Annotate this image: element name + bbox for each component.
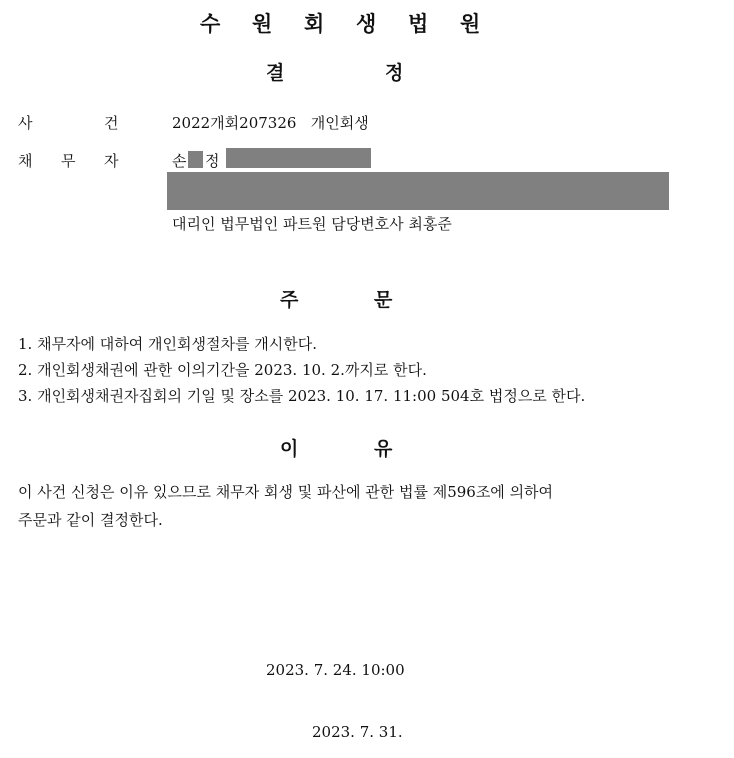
order-item-3: 3. 개인회생채권자집회의 기일 및 장소를 2023. 10. 17. 11:00 504호 법정으로 한다. bbox=[18, 387, 586, 405]
court-name-char: 회 bbox=[304, 12, 325, 36]
debtor-label-char: 채 bbox=[18, 152, 33, 170]
redaction-name-middle bbox=[188, 151, 203, 168]
case-label bbox=[18, 112, 119, 133]
debtor-label bbox=[18, 150, 119, 171]
redaction-address bbox=[167, 172, 669, 210]
reason-text-line2: 주문과 같이 결정한다. bbox=[18, 511, 163, 529]
debtor-label-char: 무 bbox=[61, 152, 76, 170]
court-name-char: 법 bbox=[408, 12, 429, 36]
case-label-char: 건 bbox=[104, 114, 119, 132]
order-item-1: 1. 채무자에 대하여 개인회생절차를 개시한다. bbox=[18, 335, 317, 353]
court-name-char: 생 bbox=[356, 12, 377, 36]
court-name bbox=[200, 8, 512, 38]
debtor-label-char: 자 bbox=[104, 152, 119, 170]
court-name-char: 수 bbox=[200, 12, 221, 36]
redaction-resident-number bbox=[226, 148, 371, 168]
debtor-agent: 대리인 법무법인 파트원 담당변호사 최홍준 bbox=[172, 215, 452, 233]
case-label-char: 사 bbox=[18, 114, 33, 132]
reason-text-line1: 이 사건 신청은 이유 있으므로 채무자 회생 및 파산에 관한 법률 제596조에 의하여 bbox=[18, 483, 554, 501]
court-name-char: 원 bbox=[460, 12, 481, 36]
reason-heading-right: 유 bbox=[374, 438, 393, 460]
debtor-name-first: 손 bbox=[172, 152, 187, 170]
case-number: 2022개회207326 개인회생 bbox=[172, 114, 369, 132]
order-heading-left: 주 bbox=[280, 289, 299, 311]
debtor-name-last: 정 bbox=[205, 152, 220, 170]
decision-heading-left: 결 bbox=[266, 62, 285, 84]
bottom-date-text: 2023. 7. 31. bbox=[312, 723, 403, 741]
bottom-date-cut bbox=[312, 721, 403, 741]
court-name-char: 원 bbox=[252, 12, 273, 36]
decision-heading-right: 정 bbox=[385, 62, 404, 84]
order-item-2: 2. 개인회생채권에 관한 이의기간을 2023. 10. 2.까지로 한다. bbox=[18, 361, 427, 379]
order-heading-right: 문 bbox=[374, 289, 393, 311]
reason-heading-left: 이 bbox=[280, 438, 299, 460]
decision-datetime: 2023. 7. 24. 10:00 bbox=[266, 661, 405, 679]
